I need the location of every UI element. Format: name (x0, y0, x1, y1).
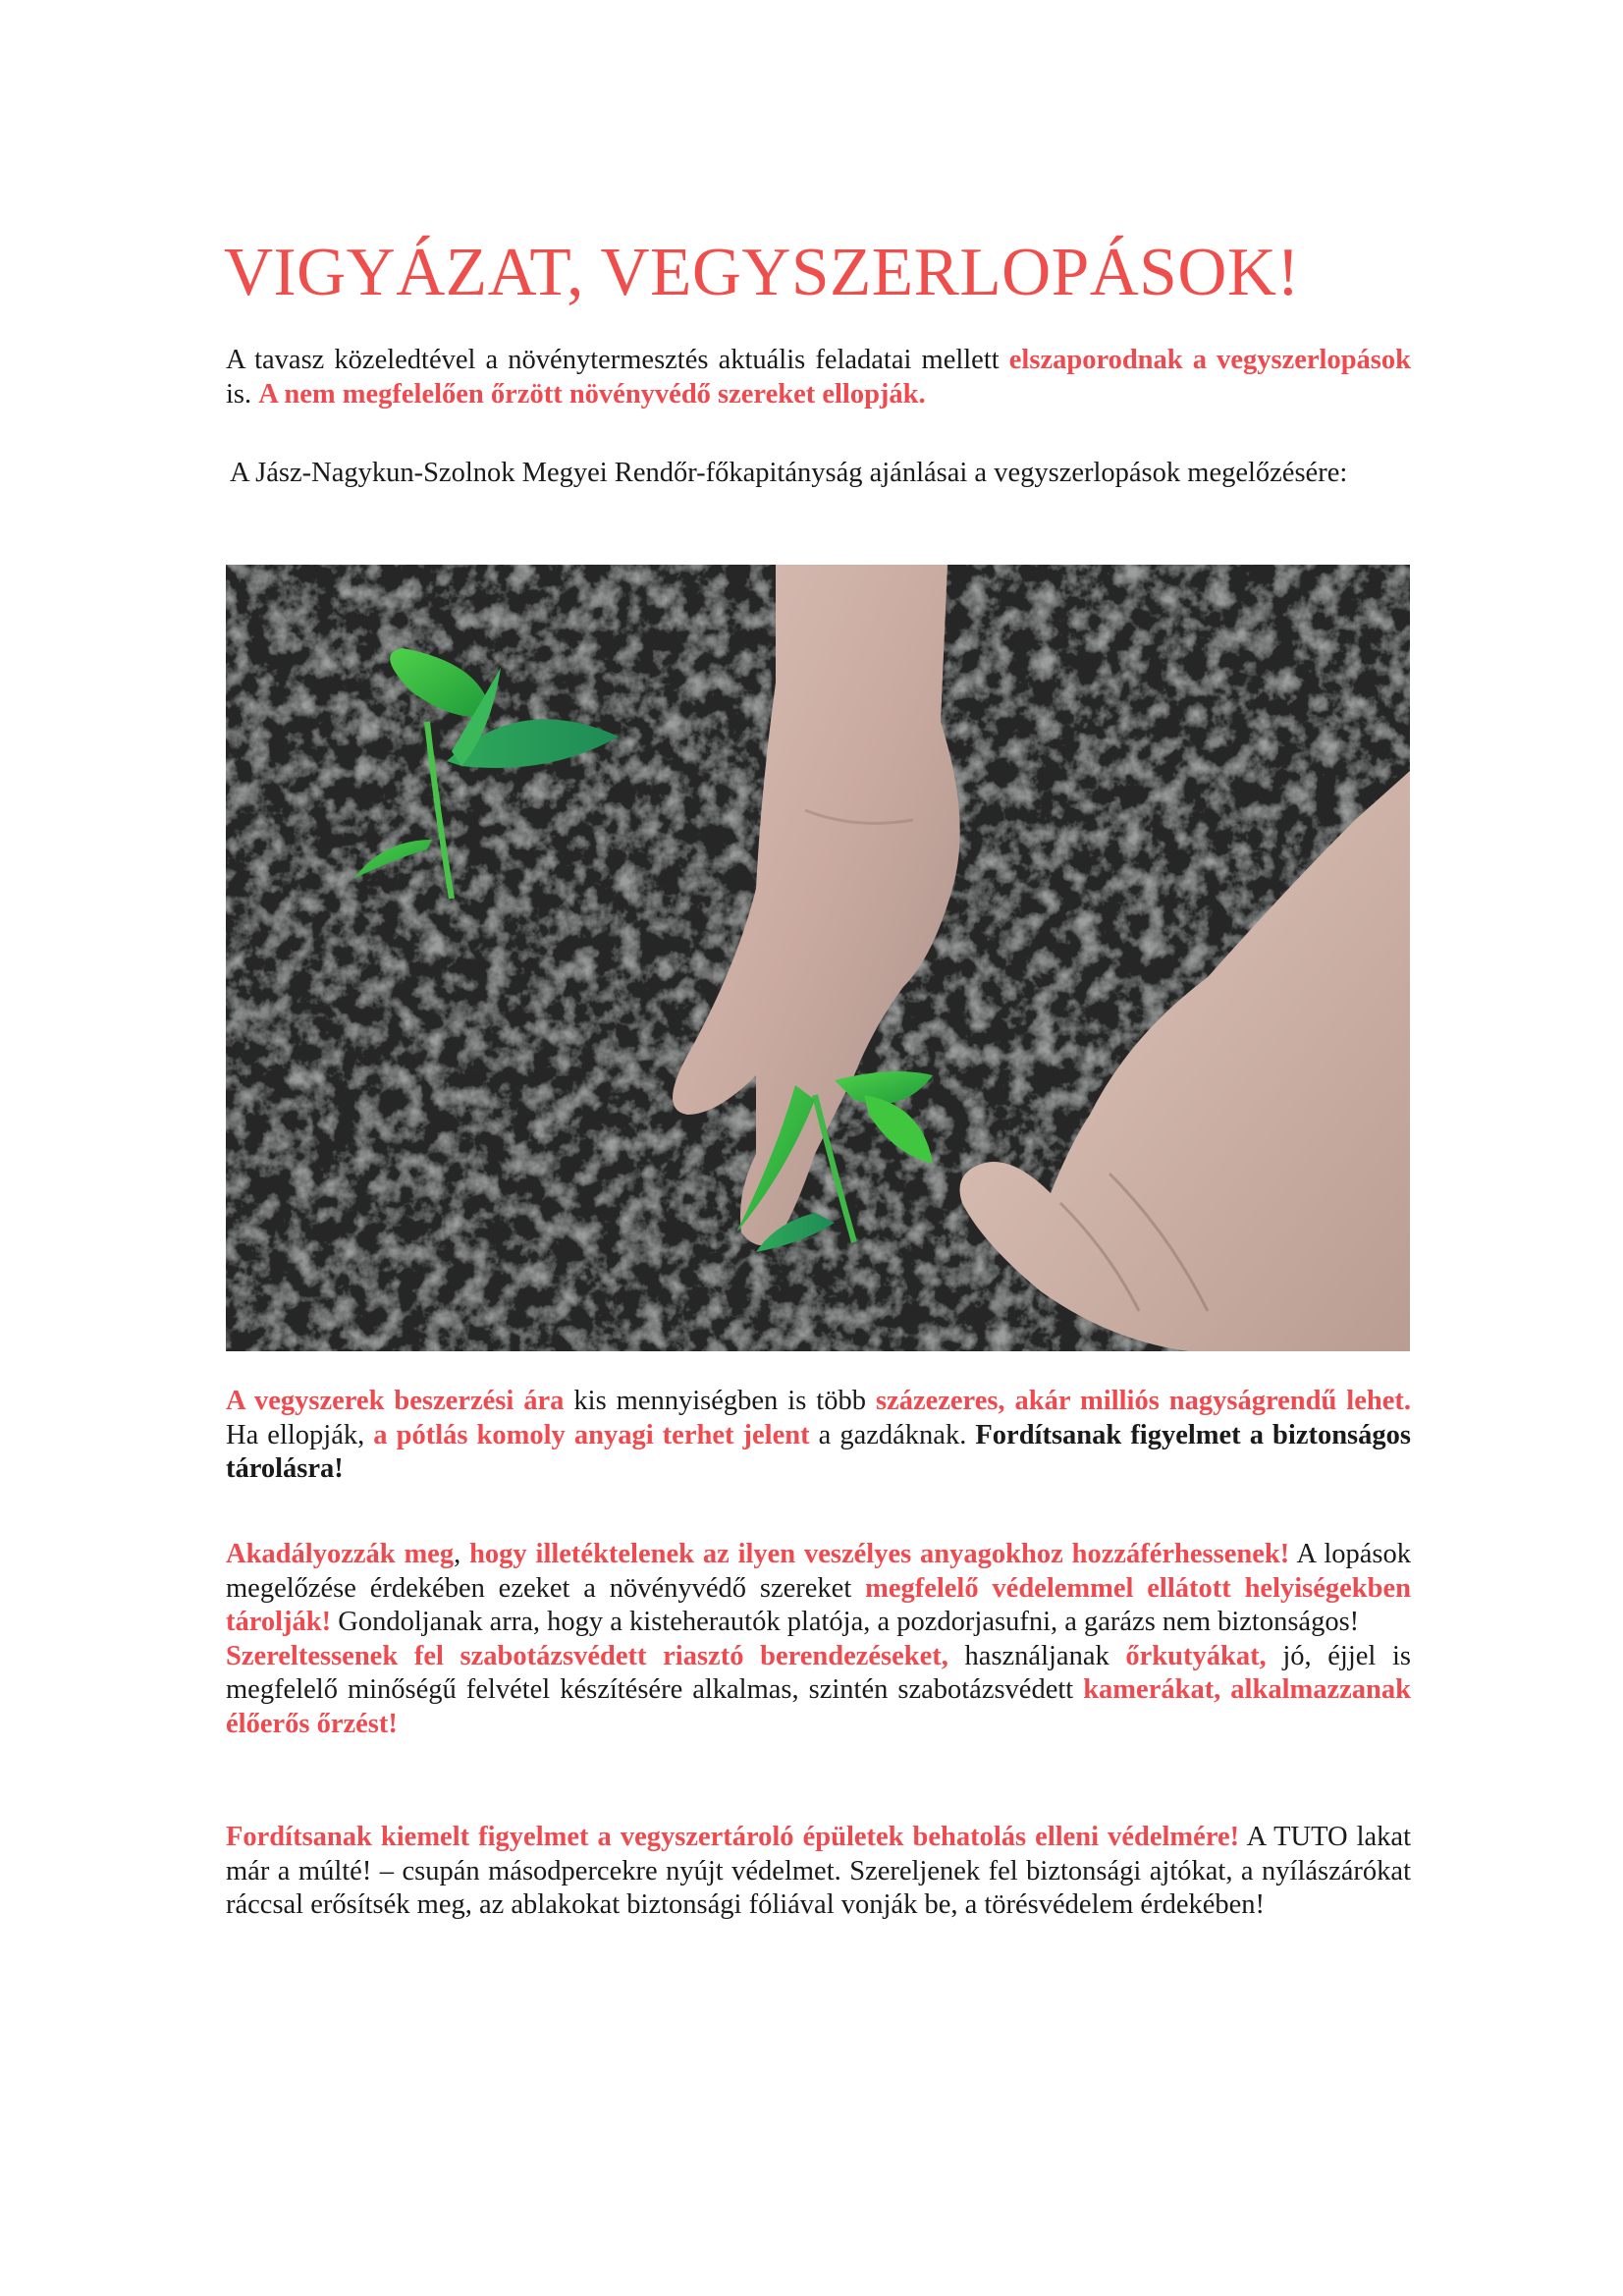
prevention-text: használjanak (947, 1640, 1126, 1671)
building-text: A TUTO lakat már a múlté! – csupán másodpercekre nyújt védelmet. Szereljenek fel biztonsági ajtókat, a nyílászárókat ráccsal erősítsék meg, az ablakokat biztonsági fóliával vonják be, a törésvédelem érdekében! (226, 1822, 1411, 1920)
prevention-text: A lopások megelőzése érdekében ezeket a növényvédő szereket (226, 1539, 1411, 1604)
building-protection-paragraph (226, 1821, 1411, 1923)
building-highlight: Fordítsanak kiemelt figyelmet a vegyszertároló épületek behatolás elleni védelmére! (226, 1822, 1240, 1852)
cost-highlight: A vegyszerek beszerzési ára (226, 1386, 565, 1416)
prevention-paragraph (226, 1538, 1411, 1741)
cost-highlight: százezeres, akár milliós nagyságrendű lehet. (875, 1386, 1411, 1416)
prevention-highlight: kamerákat, alkalmazzanak élőerős őrzést! (226, 1674, 1411, 1739)
prevention-highlight: Akadályozzák meg (226, 1539, 455, 1569)
intro-text: is. (226, 378, 259, 410)
intro-highlight: elszaporodnak a vegyszerlopások (1008, 345, 1411, 375)
intro-text: A tavasz közeledtével a növénytermesztés aktuális feladatai mellett (226, 345, 1009, 375)
intro-paragraph (226, 344, 1411, 411)
seedling-planting-photo (226, 565, 1410, 1351)
prevention-highlight: hogy illetéktelenek az ilyen veszélyes anyagokhoz hozzáférhessenek! (469, 1539, 1290, 1569)
prevention-text: jó, éjjel is megfelelő minőségű felvétel készítésére alkalmas, szintén szabotázsvédett (226, 1640, 1411, 1705)
intro-highlight: A nem megfelelően őrzött növényvédő szereket ellopják. (258, 378, 926, 410)
prevention-highlight: őrkutyákat, (1125, 1640, 1267, 1671)
prevention-highlight: Szereltessenek fel szabotázsvédett riasztó berendezéseket, (226, 1640, 948, 1671)
prevention-text: Gondoljanak arra, hogy a kisteherautók platója, a pozdorjasufni, a garázs nem biztonságos! (331, 1607, 1360, 1637)
cost-text: kis mennyiségben is több (564, 1386, 876, 1416)
cost-highlight: a pótlás komoly anyagi terhet jelent (373, 1419, 810, 1450)
recommendations-intro: A Jász-Nagykun-Szolnok Megyei Rendőr-főkapitányság ajánlásai a vegyszerlopások megelőzésére: (230, 458, 1348, 488)
cost-text: Ha ellopják, (226, 1419, 374, 1450)
cost-paragraph (226, 1385, 1411, 1487)
cost-bold-advice: Fordítsanak figyelmet a biztonságos tárolásra! (226, 1419, 1411, 1484)
prevention-highlight: megfelelő védelemmel ellátott helyiségekben tárolják! (226, 1572, 1411, 1637)
page-title: VIGYÁZAT, VEGYSZERLOPÁSOK! (224, 235, 1300, 310)
cost-text: a gazdáknak. (809, 1419, 976, 1450)
prevention-text: , (454, 1539, 470, 1569)
